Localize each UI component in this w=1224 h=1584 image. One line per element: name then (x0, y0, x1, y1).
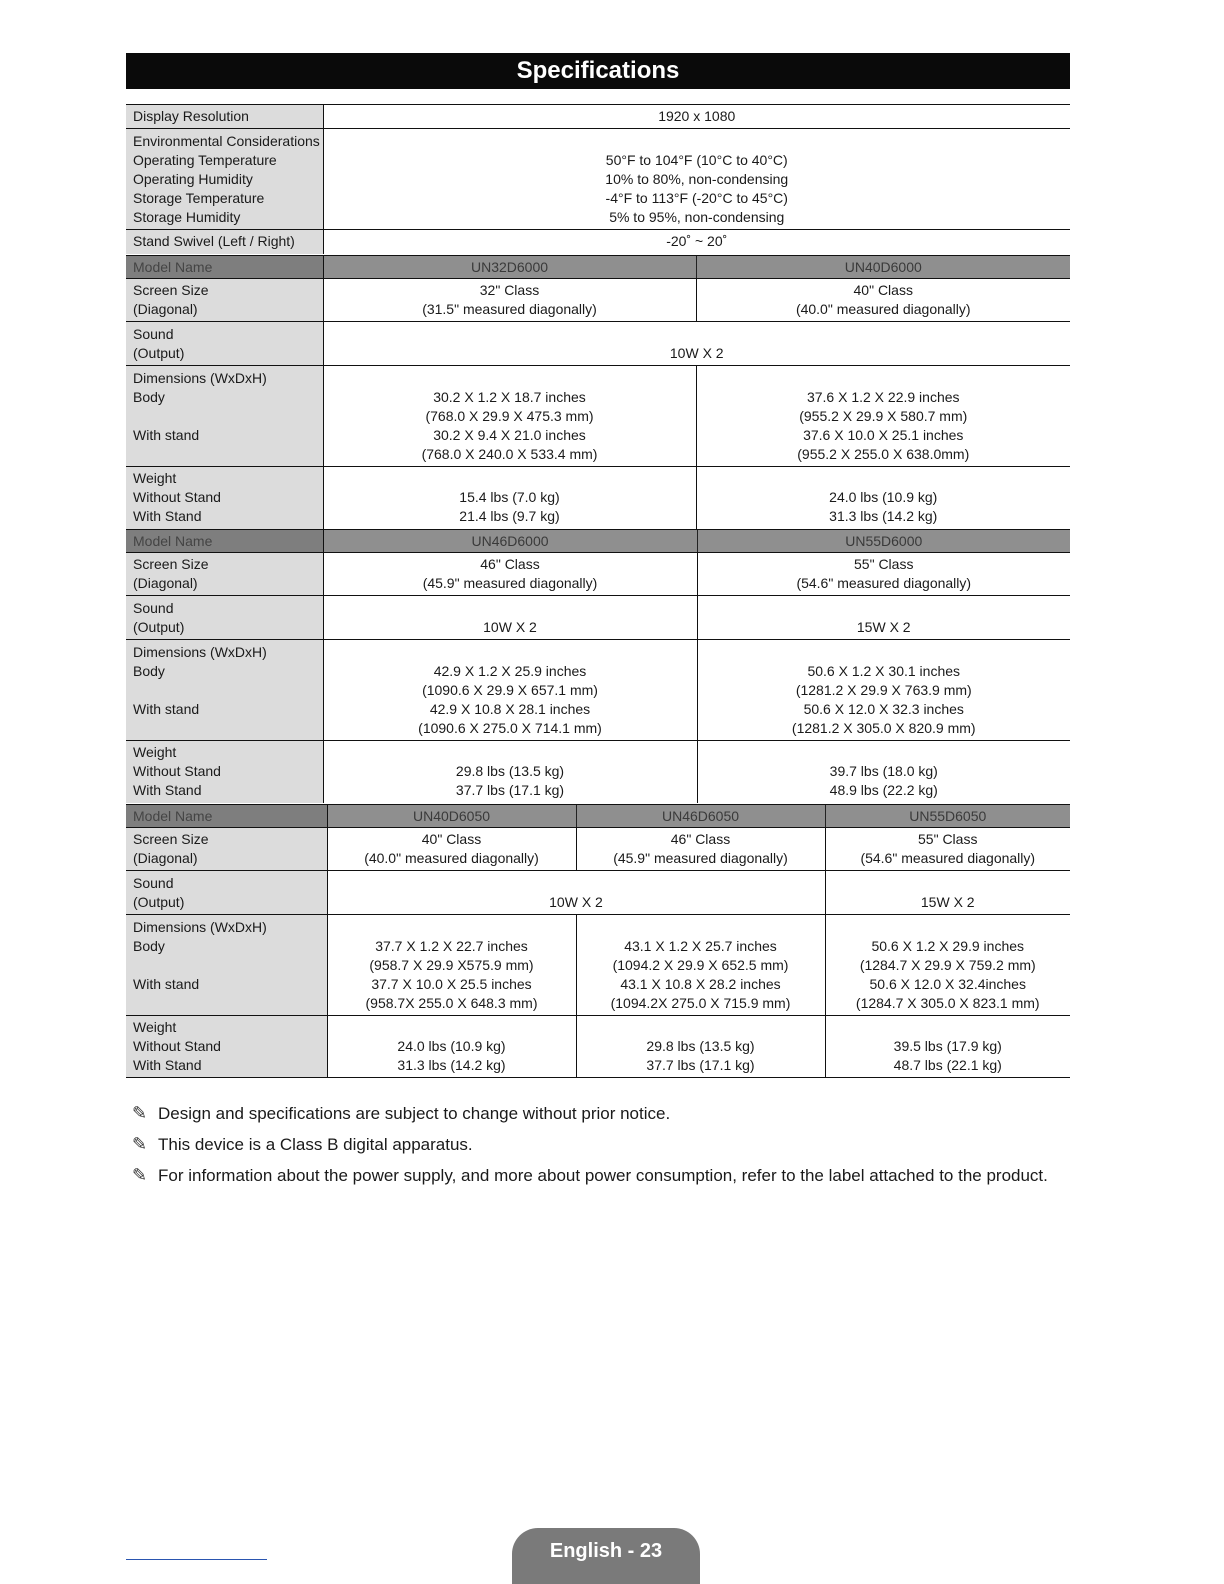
sound-value: 10W X 2 (323, 322, 1070, 366)
operating-humidity-value: 10% to 80%, non-condensing (605, 170, 789, 187)
sound-value: 15W X 2 (697, 596, 1070, 640)
with-stand-weight-label-text: With Stand (133, 1057, 202, 1073)
diagonal-label-text: (Diagonal) (133, 850, 198, 866)
operating-temperature-label: Operating Temperature (133, 151, 277, 168)
body-inches: 42.9 X 1.2 X 25.9 inches (433, 662, 587, 679)
weight-without-stand: 24.0 lbs (10.9 kg) (397, 1038, 506, 1054)
body-mm: (958.7 X 29.9 X575.9 mm) (369, 956, 534, 973)
dimensions-value (697, 640, 1070, 741)
model-spec-table-2 (126, 529, 1070, 803)
stand-inches: 30.2 X 9.4 X 21.0 inches (433, 426, 586, 443)
pencil-note-icon: ✎ (132, 1103, 148, 1123)
storage-temperature-value: -4°F to 113°F (-20°C to 45°C) (605, 189, 788, 206)
weight-without-stand: 24.0 lbs (10.9 kg) (829, 489, 938, 506)
model-name: UN55D6000 (697, 530, 1070, 553)
dimensions-label (126, 366, 323, 467)
screen-diagonal: (45.9" measured diagonally) (613, 850, 788, 866)
weight-with-stand: 31.3 lbs (14.2 kg) (397, 1057, 506, 1073)
note-text: This device is a Class B digital apparatus. (158, 1135, 473, 1154)
stand-swivel-value: -20˚ ~ 20˚ (666, 233, 728, 250)
body-mm: (1094.2 X 29.9 X 652.5 mm) (612, 956, 789, 973)
with-stand-label-text: With stand (133, 426, 200, 443)
note-item (132, 1160, 1092, 1191)
screen-size-value (327, 828, 576, 871)
notes-list (132, 1098, 1092, 1191)
dimensions-label-text: Dimensions (WxDxH) (133, 918, 267, 935)
note-item (132, 1129, 1092, 1160)
stand-inches: 37.6 X 10.0 X 25.1 inches (803, 426, 964, 443)
model-spec-table-3 (126, 804, 1070, 1078)
weight-without-stand: 39.7 lbs (18.0 kg) (829, 763, 938, 780)
with-stand-weight-label-text: With Stand (133, 508, 202, 525)
page-number-badge: English - 23 (512, 1528, 700, 1584)
body-mm: (955.2 X 29.9 X 580.7 mm) (799, 407, 968, 424)
note-text: For information about the power supply, and more about power consumption, refer to the label attached to the product. (158, 1166, 1048, 1185)
stand-swivel-label: Stand Swivel (Left / Right) (126, 230, 323, 254)
body-mm: (1090.6 X 29.9 X 657.1 mm) (422, 681, 598, 698)
screen-class: 46" Class (670, 831, 731, 847)
model-spec-table-1 (126, 255, 1070, 529)
screen-diagonal: (40.0" measured diagonally) (364, 850, 539, 866)
screen-size-value (323, 279, 696, 322)
weight-with-stand: 37.7 lbs (17.1 kg) (455, 782, 565, 799)
note-text: Design and specifications are subject to change without prior notice. (158, 1104, 671, 1123)
screen-size-label (126, 553, 323, 596)
display-resolution-label: Display Resolution (126, 105, 323, 129)
screen-class: 55" Class (918, 831, 978, 847)
weight-value (323, 741, 697, 803)
dimensions-label-text: Dimensions (WxDxH) (133, 643, 267, 660)
screen-class: 46" Class (480, 556, 540, 572)
stand-mm: (955.2 X 255.0 X 638.0mm) (797, 445, 970, 462)
without-stand-label-text: Without Stand (133, 1038, 221, 1054)
footer-rule (126, 1559, 267, 1560)
dimensions-value (327, 915, 576, 1016)
sound-value: 15W X 2 (825, 871, 1070, 915)
body-inches: 30.2 X 1.2 X 18.7 inches (433, 388, 586, 405)
weight-with-stand: 37.7 lbs (17.1 kg) (646, 1057, 755, 1073)
model-name: UN40D6000 (696, 256, 1070, 279)
weight-label (126, 1016, 327, 1078)
dimensions-value (323, 366, 696, 467)
model-name: UN55D6050 (825, 805, 1070, 828)
weight-value (697, 741, 1070, 803)
body-label-text: Body (133, 662, 165, 679)
diagonal-label-text: (Diagonal) (133, 575, 198, 591)
without-stand-label-text: Without Stand (133, 763, 221, 780)
sound-label-text: Sound (133, 874, 174, 891)
weight-with-stand: 48.9 lbs (22.2 kg) (829, 782, 938, 799)
weight-without-stand: 15.4 lbs (7.0 kg) (459, 489, 560, 506)
body-mm: (1284.7 X 29.9 X 759.2 mm) (859, 956, 1036, 973)
weight-with-stand: 48.7 lbs (22.1 kg) (893, 1057, 1002, 1073)
screen-size-label-text: Screen Size (133, 556, 209, 572)
stand-inches: 50.6 X 12.0 X 32.3 inches (803, 700, 964, 717)
body-inches: 43.1 X 1.2 X 25.7 inches (624, 937, 777, 954)
weight-with-stand: 21.4 lbs (9.7 kg) (459, 508, 560, 525)
stand-mm: (1284.7 X 305.0 X 823.1 mm) (855, 994, 1040, 1011)
model-name: UN32D6000 (323, 256, 696, 279)
screen-size-value (697, 553, 1070, 596)
with-stand-label-text: With stand (133, 975, 200, 992)
storage-temperature-label: Storage Temperature (133, 189, 265, 206)
diagonal-label-text: (Diagonal) (133, 301, 198, 317)
weight-value (576, 1016, 825, 1078)
page-title: Specifications (126, 53, 1070, 89)
screen-diagonal: (54.6" measured diagonally) (860, 850, 1036, 866)
weight-value (825, 1016, 1070, 1078)
screen-size-label (126, 828, 327, 871)
output-label-text: (Output) (133, 344, 185, 361)
screen-size-value (696, 279, 1070, 322)
stand-mm: (1090.6 X 275.0 X 714.1 mm) (418, 719, 602, 736)
weight-value (327, 1016, 576, 1078)
screen-diagonal: (40.0" measured diagonally) (795, 301, 971, 317)
body-inches: 50.6 X 1.2 X 30.1 inches (807, 662, 961, 679)
without-stand-label-text: Without Stand (133, 489, 221, 506)
body-mm: (1281.2 X 29.9 X 763.9 mm) (795, 681, 972, 698)
weight-value (696, 467, 1070, 529)
weight-label (126, 467, 323, 529)
stand-inches: 42.9 X 10.8 X 28.1 inches (429, 700, 591, 717)
weight-label-text: Weight (133, 1019, 177, 1035)
weight-label-text: Weight (133, 744, 177, 761)
storage-humidity-value: 5% to 95%, non-condensing (609, 208, 785, 225)
model-name-label: Model Name (126, 805, 327, 828)
screen-size-value (576, 828, 825, 871)
pencil-note-icon: ✎ (132, 1134, 148, 1154)
sound-value: 10W X 2 (323, 596, 697, 640)
storage-humidity-label: Storage Humidity (133, 208, 241, 225)
weight-without-stand: 39.5 lbs (17.9 kg) (893, 1038, 1002, 1054)
screen-class: 40" Class (853, 282, 913, 298)
environmental-values (323, 129, 1070, 230)
sound-label (126, 871, 327, 915)
with-stand-label-text: With stand (133, 700, 200, 717)
body-label-text: Body (133, 388, 165, 405)
stand-mm: (768.0 X 240.0 X 533.4 mm) (421, 445, 598, 462)
output-label-text: (Output) (133, 618, 185, 635)
screen-diagonal: (54.6" measured diagonally) (796, 575, 972, 591)
body-label-text: Body (133, 937, 165, 954)
weight-without-stand: 29.8 lbs (13.5 kg) (646, 1038, 755, 1054)
sound-label-text: Sound (133, 325, 174, 342)
body-inches: 37.6 X 1.2 X 22.9 inches (806, 388, 960, 405)
screen-size-value (825, 828, 1070, 871)
dimensions-label-text: Dimensions (WxDxH) (133, 369, 267, 386)
environmental-heading: Environmental Considerations (133, 132, 320, 149)
pencil-note-icon: ✎ (132, 1165, 148, 1185)
weight-with-stand: 31.3 lbs (14.2 kg) (829, 508, 938, 525)
operating-temperature-value: 50°F to 104°F (10°C to 40°C) (605, 151, 788, 168)
environmental-labels (126, 129, 323, 230)
model-name: UN46D6050 (576, 805, 825, 828)
output-label-text: (Output) (133, 893, 185, 910)
dimensions-value (323, 640, 697, 741)
body-inches: 50.6 X 1.2 X 29.9 inches (871, 937, 1025, 954)
dimensions-value (696, 366, 1070, 467)
screen-diagonal: (31.5" measured diagonally) (422, 301, 597, 317)
weight-label (126, 741, 323, 803)
screen-size-value (323, 553, 697, 596)
dimensions-label (126, 915, 327, 1016)
model-name: UN40D6050 (327, 805, 576, 828)
model-name-label: Model Name (126, 256, 323, 279)
screen-class: 55" Class (854, 556, 914, 572)
screen-size-label (126, 279, 323, 322)
screen-class: 32" Class (479, 282, 540, 298)
screen-class: 40" Class (421, 831, 482, 847)
sound-label (126, 596, 323, 640)
stand-inches: 43.1 X 10.8 X 28.2 inches (620, 975, 781, 992)
display-resolution-value: 1920 x 1080 (323, 105, 1070, 129)
dimensions-value (576, 915, 825, 1016)
stand-mm: (1281.2 X 305.0 X 820.9 mm) (791, 719, 976, 736)
dimensions-label (126, 640, 323, 741)
with-stand-weight-label-text: With Stand (133, 782, 202, 799)
screen-size-label-text: Screen Size (133, 831, 209, 847)
weight-without-stand: 29.8 lbs (13.5 kg) (455, 763, 565, 780)
body-inches: 37.7 X 1.2 X 22.7 inches (375, 937, 528, 954)
model-name: UN46D6000 (323, 530, 697, 553)
stand-mm: (1094.2X 275.0 X 715.9 mm) (610, 994, 791, 1011)
model-name-label: Model Name (126, 530, 323, 553)
operating-humidity-label: Operating Humidity (133, 170, 253, 187)
sound-value: 10W X 2 (327, 871, 825, 915)
screen-size-label-text: Screen Size (133, 282, 209, 298)
stand-inches: 50.6 X 12.0 X 32.4inches (869, 975, 1026, 992)
stand-mm: (958.7X 255.0 X 648.3 mm) (365, 994, 538, 1011)
stand-inches: 37.7 X 10.0 X 25.5 inches (371, 975, 532, 992)
weight-label-text: Weight (133, 470, 177, 487)
body-mm: (768.0 X 29.9 X 475.3 mm) (425, 407, 594, 424)
sound-label (126, 322, 323, 366)
dimensions-value (825, 915, 1070, 1016)
note-item (132, 1098, 1092, 1129)
screen-diagonal: (45.9" measured diagonally) (422, 575, 598, 591)
weight-value (323, 467, 696, 529)
general-spec-table (126, 104, 1070, 254)
sound-label-text: Sound (133, 599, 174, 616)
